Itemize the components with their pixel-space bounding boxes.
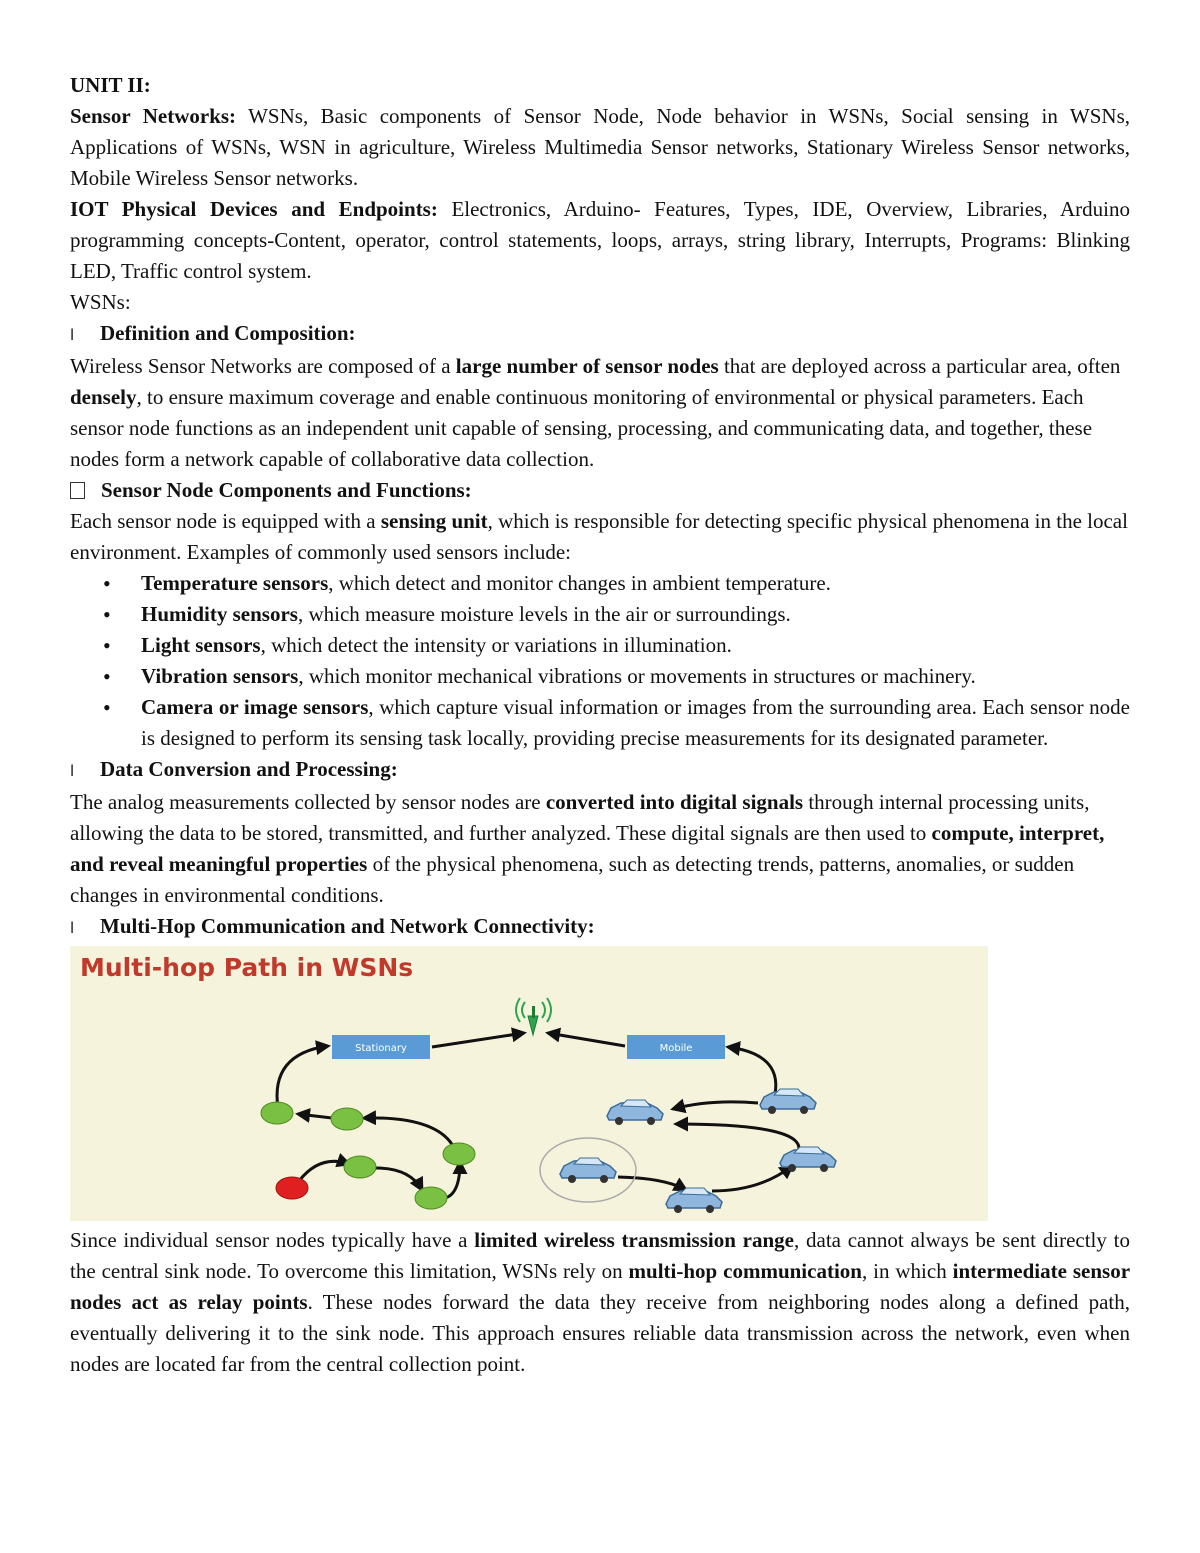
sensor-networks-label: Sensor Networks: bbox=[70, 104, 237, 128]
checkbox-marker bbox=[70, 482, 85, 499]
section-multihop-body: Since individual sensor nodes typically have a limited wireless transmission range, data cannot always be sent directly to the central sink node. To overcome this limitation, WSNs rely on multi-hop communication, in which intermediate sensor nodes act as relay points. These nodes forward the data they receive from neighboring nodes along a defined path, eventually delivering it to the sink node. This approach ensures reliable data transmission across the network, even when nodes are located far from the central collection point. bbox=[70, 1228, 1131, 1376]
section-definition-heading: l Definition and Composition: bbox=[70, 318, 1130, 351]
section-conversion-heading: l Data Conversion and Processing: bbox=[70, 754, 1130, 787]
sensor-networks-text: WSNs, Basic components of Sensor Node, Node behavior in WSNs, Social sensing in WSNs, Applications of WSNs, WSN in agriculture, Wireless Multimedia Sensor networks, Stationary Wireless Sensor networks, Mobile Wireless Sensor networks. bbox=[70, 104, 1130, 190]
section-components-heading: Sensor Node Components and Functions: bbox=[70, 475, 1130, 506]
section-components-body: Each sensor node is equipped with a sensing unit, which is responsible for detecting specific physical phenomena in the local environment. Examples of commonly used sensors include: bbox=[70, 509, 1128, 564]
section-conversion-body: The analog measurements collected by sensor nodes are converted into digital signals through internal processing units, allowing the data to be stored, transmitted, and further analyzed. These digital signals are then used to compute, interpret, and reveal meaningful properties of the physical phenomena, such as detecting trends, patterns, anomalies, or sudden changes in environmental conditions. bbox=[70, 790, 1105, 907]
sensor-node bbox=[261, 1102, 293, 1124]
sensor-list bbox=[70, 568, 1130, 754]
syllabus-sensor-networks bbox=[70, 101, 1130, 194]
list-item: • Vibration sensors, which monitor mechanical vibrations or movements in structures or machinery. bbox=[70, 661, 1130, 692]
source-node bbox=[276, 1177, 308, 1199]
document-page bbox=[70, 70, 1130, 1380]
list-item: • Humidity sensors, which measure moisture levels in the air or surroundings. bbox=[70, 599, 1130, 630]
section-marker: l bbox=[70, 326, 75, 344]
wsns-heading: WSNs: bbox=[70, 290, 131, 314]
stationary-label: Stationary bbox=[355, 1043, 407, 1054]
list-item: • Camera or image sensors, which capture visual information or images from the surrounding area. Each sensor node is designed to perform its sensing task locally, providing precise measurements for its designated parameter. bbox=[70, 692, 1130, 754]
list-item: • Temperature sensors, which detect and monitor changes in ambient temperature. bbox=[70, 568, 1130, 599]
unit-title: UNIT II: bbox=[70, 73, 151, 97]
section-marker: l bbox=[70, 919, 75, 937]
sensor-node bbox=[331, 1108, 363, 1130]
mobile-label: Mobile bbox=[659, 1043, 693, 1054]
sensor-node bbox=[415, 1187, 447, 1209]
multihop-figure bbox=[70, 946, 988, 1221]
sensor-node bbox=[443, 1143, 475, 1165]
list-item: • Light sensors, which detect the intensity or variations in illumination. bbox=[70, 630, 1130, 661]
multihop-diagram bbox=[70, 946, 988, 1221]
section-marker: l bbox=[70, 762, 75, 780]
figure-background bbox=[70, 946, 988, 1221]
iot-label: IOT Physical Devices and Endpoints: bbox=[70, 197, 438, 221]
section-definition-body: Wireless Sensor Networks are composed of a large number of sensor nodes that are deployed across a particular area, often densely, to ensure maximum coverage and enable continuous monitoring of environmental or physical parameters. Each sensor node functions as an independent unit capable of sensing, processing, and communicating data, and together, these nodes form a network capable of collaborative data collection. bbox=[70, 354, 1121, 471]
figure-title: Multi-hop Path in WSNs bbox=[80, 953, 414, 982]
iot-text: Electronics, Arduino- Features, Types, IDE, Overview, Libraries, Arduino programming concepts-Content, operator, control statements, loops, arrays, string library, Interrupts, Programs: Blinking LED, Traffic control system. bbox=[70, 197, 1130, 283]
syllabus-iot bbox=[70, 194, 1130, 287]
sensor-node bbox=[344, 1156, 376, 1178]
section-multihop-heading: l Multi-Hop Communication and Network Connectivity: bbox=[70, 911, 1130, 944]
